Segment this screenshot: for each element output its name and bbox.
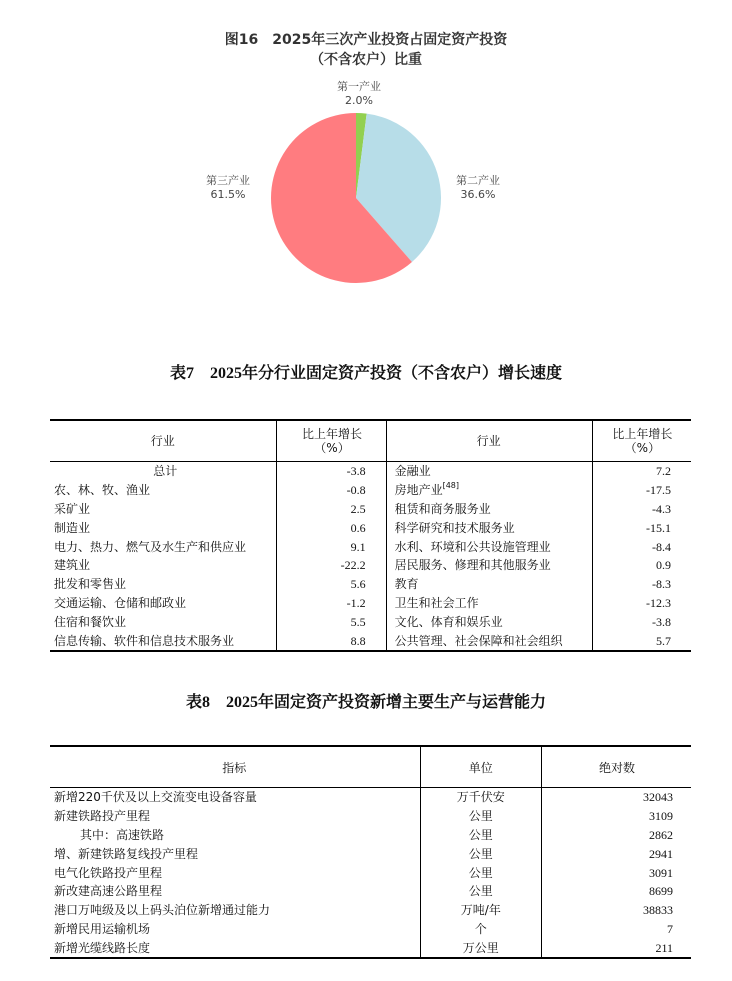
figure-title-line1: 图16 2025年三次产业投资占固定资产投资 (224, 32, 508, 48)
absolute-value: 38833 (643, 903, 673, 918)
pie-label-tertiary-value: 61.5% (210, 188, 246, 201)
industry-name (386, 462, 592, 481)
industry-name (50, 537, 277, 556)
growth-value (277, 518, 386, 537)
indicator-name: 港口万吨级及以上码头泊位新增通过能力 (54, 903, 271, 918)
pie-label-primary-value: 2.0% (345, 94, 373, 107)
table-row (50, 901, 691, 920)
growth-value-text: -4.3 (652, 501, 671, 516)
absolute-value: 3109 (649, 809, 673, 824)
unit: 万千伏安 (420, 788, 542, 807)
pie-label-tertiary-name: 第三产业 (206, 174, 250, 187)
table8-header-absolute: 绝对数 (542, 746, 691, 788)
growth-value (592, 537, 691, 556)
pie-label-primary (324, 80, 394, 108)
growth-value-text: 0.9 (656, 558, 671, 573)
table-row (50, 631, 691, 651)
absolute-value: 3091 (649, 865, 673, 880)
pie-label-secondary-name: 第二产业 (456, 174, 500, 187)
table8-header-unit: 单位 (420, 746, 542, 788)
table-row (50, 807, 691, 826)
growth-value (277, 500, 386, 519)
growth-value-text: -12.3 (646, 595, 671, 610)
growth-value (277, 612, 386, 631)
pie-chart (196, 78, 536, 298)
table-row (50, 844, 691, 863)
growth-header-line1: 比上年增长 (302, 427, 363, 441)
industry-name-text: 建筑业 (54, 558, 91, 573)
industry-name-text: 农、林、牧、渔业 (54, 483, 151, 498)
growth-value (592, 612, 691, 631)
industry-name (50, 594, 277, 613)
table-row (50, 500, 691, 519)
industry-name-text: 电力、热力、燃气及水生产和供应业 (54, 539, 247, 554)
indicator-name: 新增220千伏及以上交流变电设备容量 (54, 790, 257, 805)
growth-value-text: -22.2 (340, 558, 366, 573)
growth-value-text: -1.2 (346, 595, 366, 610)
growth-value-text: -8.3 (652, 577, 671, 592)
pie-label-secondary (448, 174, 508, 202)
industry-name (386, 481, 592, 500)
industry-name (50, 481, 277, 500)
growth-header-line2: （%） (314, 441, 350, 455)
absolute-value: 2941 (649, 846, 673, 861)
growth-value-text: 7.2 (656, 464, 671, 479)
absolute-value: 7 (667, 921, 673, 936)
industry-name (386, 518, 592, 537)
unit: 公里 (420, 807, 542, 826)
growth-value (592, 631, 691, 651)
growth-value (592, 575, 691, 594)
indicator-name: 新建铁路投产里程 (54, 809, 151, 824)
industry-name (386, 556, 592, 575)
industry-name-text: 公共管理、社会保障和社会组织 (394, 633, 563, 648)
growth-value (277, 556, 386, 575)
table8 (50, 745, 691, 959)
industry-name (50, 631, 277, 651)
industry-name (386, 594, 592, 613)
industry-name-text: 总计 (153, 464, 178, 479)
growth-value (277, 594, 386, 613)
absolute-value: 211 (655, 940, 673, 955)
industry-name-text: 租赁和商务服务业 (394, 501, 491, 516)
industry-name (386, 612, 592, 631)
industry-name (50, 462, 277, 481)
table-row (50, 462, 691, 481)
growth-value-text: -17.5 (646, 483, 671, 498)
industry-name-text: 居民服务、修理和其他服务业 (394, 558, 551, 573)
industry-name-text: 文化、体育和娱乐业 (394, 614, 503, 629)
growth-value-text: -8.4 (652, 539, 671, 554)
table-row (50, 594, 691, 613)
table7-header-growth-left (277, 420, 386, 462)
growth-value-text: 9.1 (350, 539, 366, 554)
industry-name-text: 科学研究和技术服务业 (394, 520, 515, 535)
industry-name (50, 518, 277, 537)
industry-name-text: 采矿业 (54, 501, 91, 516)
growth-value (592, 481, 691, 500)
growth-value (592, 594, 691, 613)
industry-name (50, 612, 277, 631)
growth-value (592, 556, 691, 575)
industry-name-text: 制造业 (54, 520, 91, 535)
table7 (50, 419, 691, 652)
table-row (50, 537, 691, 556)
unit: 公里 (420, 844, 542, 863)
table8-header-row (50, 746, 691, 788)
industry-name-text: 批发和零售业 (54, 577, 127, 592)
growth-value-text: 5.6 (350, 577, 366, 592)
table-row (50, 920, 691, 939)
industry-name-text: 房地产业 (394, 483, 443, 498)
table-row (50, 556, 691, 575)
industry-name-text: 金融业 (394, 464, 431, 479)
table-row (50, 826, 691, 845)
industry-name-text: 信息传输、软件和信息技术服务业 (54, 633, 235, 648)
industry-name-text: 卫生和社会工作 (394, 595, 479, 610)
growth-header-line1: 比上年增长 (612, 427, 673, 441)
absolute-value: 8699 (649, 884, 673, 899)
industry-name (386, 500, 592, 519)
pie-label-secondary-value: 36.6% (460, 188, 496, 201)
growth-value-text: 5.5 (350, 614, 366, 629)
absolute-value: 32043 (643, 790, 673, 805)
table-row (50, 882, 691, 901)
table-row (50, 518, 691, 537)
growth-value-text: 8.8 (350, 633, 366, 648)
industry-name (50, 575, 277, 594)
growth-value-text: -3.8 (652, 614, 671, 629)
growth-header-line2: （%） (624, 441, 661, 455)
growth-value (277, 462, 386, 481)
table7-title: 表7 2025年分行业固定资产投资（不含农户）增长速度 (169, 365, 562, 382)
table7-header-industry-left: 行业 (50, 420, 277, 462)
unit: 公里 (420, 863, 542, 882)
industry-name (386, 631, 592, 651)
indicator-name: 新增民用运输机场 (54, 921, 151, 936)
indicator-name: 新改建高速公路里程 (54, 884, 163, 899)
growth-value (592, 462, 691, 481)
growth-value (277, 537, 386, 556)
unit: 公里 (420, 882, 542, 901)
growth-value-text: -15.1 (646, 520, 671, 535)
industry-name-text: 住宿和餐饮业 (54, 614, 127, 629)
table-row (50, 481, 691, 500)
industry-name (50, 556, 277, 575)
growth-value-text: 2.5 (350, 501, 366, 516)
absolute-value: 2862 (649, 827, 673, 842)
table-row (50, 612, 691, 631)
industry-name (386, 575, 592, 594)
indicator-name: 增、新建铁路复线投产里程 (54, 846, 199, 861)
table7-header-row (50, 420, 691, 462)
unit: 公里 (420, 826, 542, 845)
growth-value-text: -3.8 (346, 464, 366, 479)
table-row (50, 788, 691, 807)
industry-name-text: 教育 (394, 577, 419, 592)
unit: 个 (420, 920, 542, 939)
growth-value-text: 0.6 (350, 520, 366, 535)
industry-name (50, 500, 277, 519)
unit: 万公里 (420, 938, 542, 958)
unit: 万吨/年 (420, 901, 542, 920)
pie-label-tertiary (198, 174, 258, 202)
indicator-name: 电气化铁路投产里程 (54, 865, 163, 880)
growth-value (592, 500, 691, 519)
figure-title-line2: （不含农户）比重 (310, 52, 422, 68)
table8-header-indicator: 指标 (50, 746, 420, 788)
table7-header-industry-right: 行业 (386, 420, 592, 462)
table-row (50, 863, 691, 882)
growth-value-text: -0.8 (346, 483, 366, 498)
indicator-name: 其中：高速铁路 (80, 827, 165, 842)
table-row (50, 938, 691, 958)
growth-value-text: 5.7 (656, 633, 671, 648)
footnote-ref[interactable]: [48] (442, 481, 460, 491)
table7-header-growth-right (592, 420, 691, 462)
industry-name-text: 水利、环境和公共设施管理业 (394, 539, 551, 554)
growth-value (277, 481, 386, 500)
pie-label-primary-name: 第一产业 (337, 80, 381, 93)
industry-name (386, 537, 592, 556)
table-row (50, 575, 691, 594)
growth-value (277, 575, 386, 594)
growth-value (277, 631, 386, 651)
table8-title: 表8 2025年固定资产投资新增主要生产与运营能力 (185, 694, 546, 711)
growth-value (592, 518, 691, 537)
indicator-name: 新增光缆线路长度 (54, 940, 151, 955)
industry-name-text: 交通运输、仓储和邮政业 (54, 595, 187, 610)
